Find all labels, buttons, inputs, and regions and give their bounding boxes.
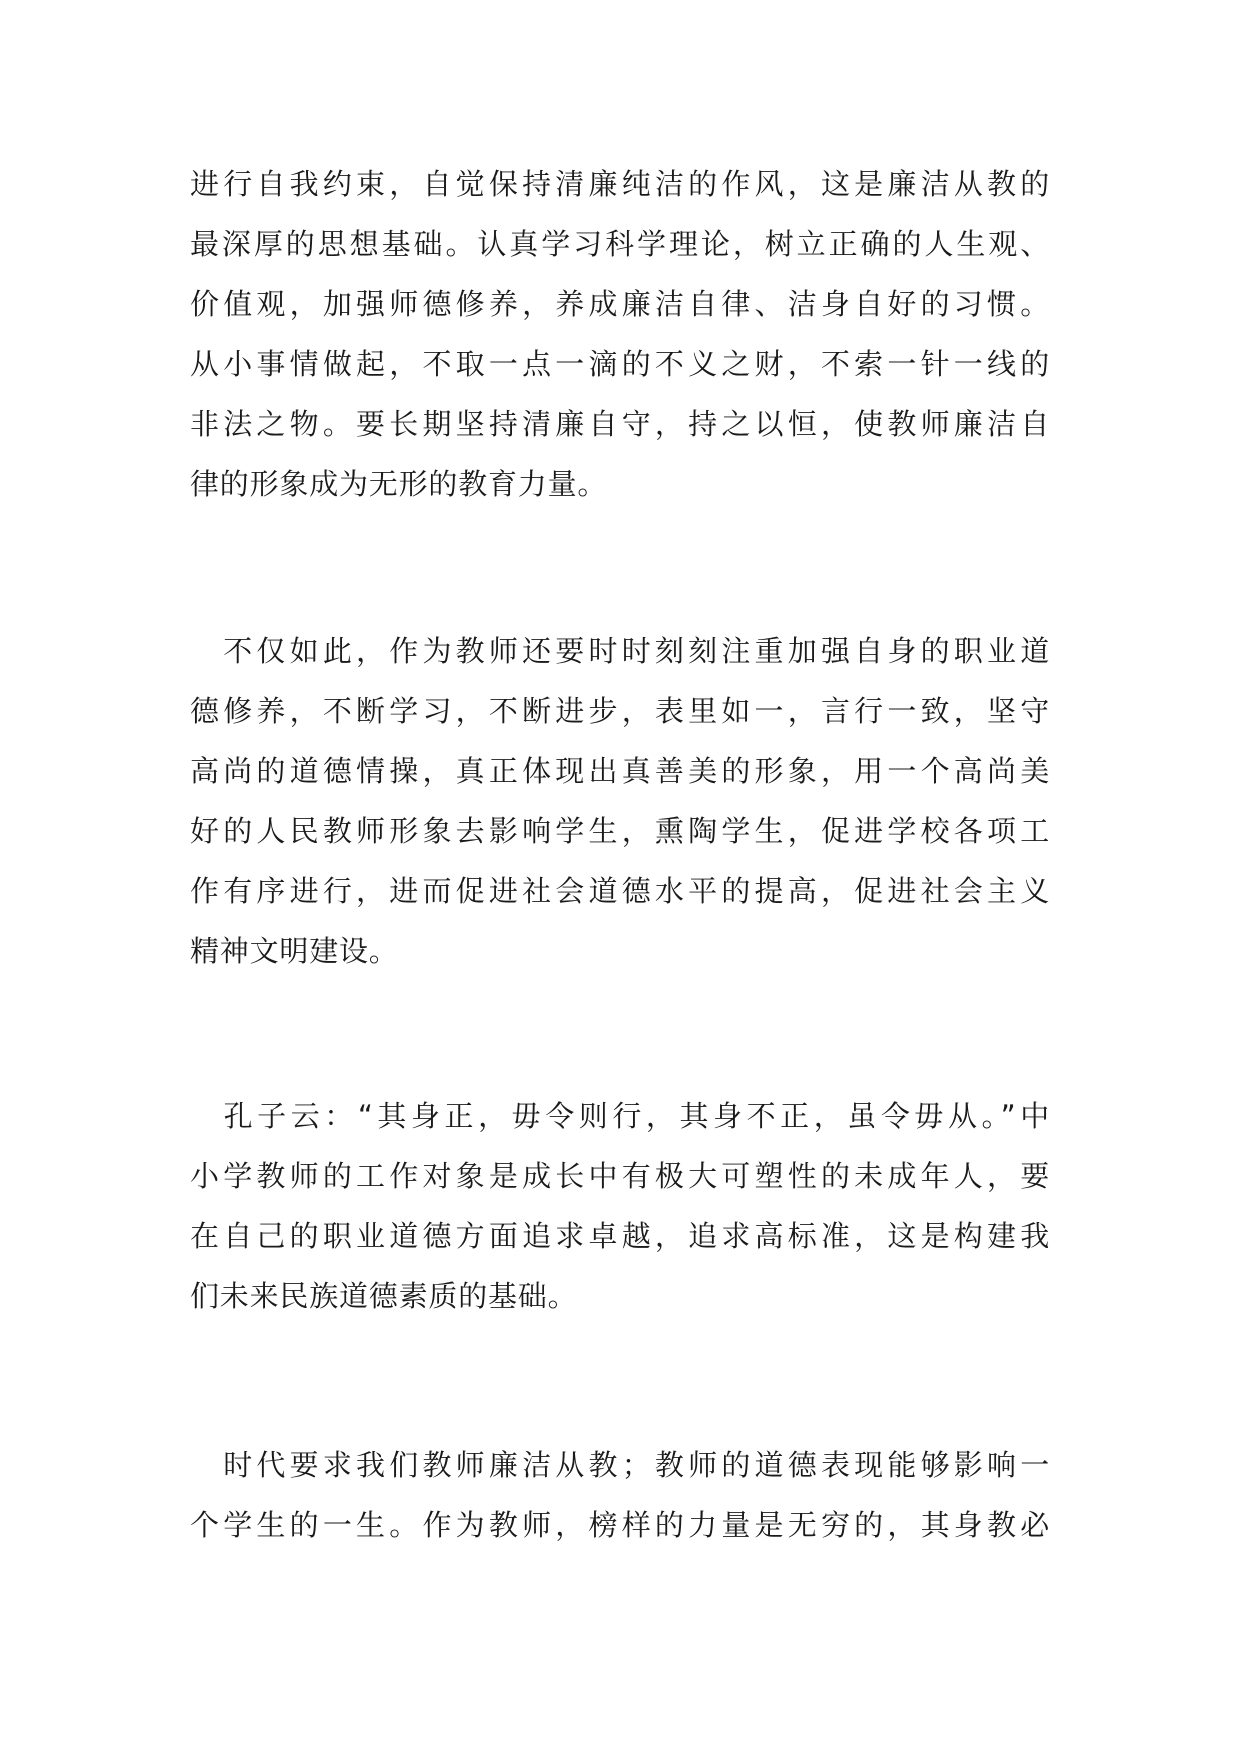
paragraph-line: 价值观，加强师德修养，养成廉洁自律、洁身自好的习惯。 xyxy=(190,287,1050,321)
paragraph-line: 从小事情做起，不取一点一滴的不义之财，不索一针一线的 xyxy=(190,347,1050,381)
paragraph-4 xyxy=(190,1435,1050,1555)
paragraph-3 xyxy=(190,1086,1050,1326)
paragraph-line: 高尚的道德情操，真正体现出真善美的形象，用一个高尚美 xyxy=(190,754,1050,788)
paragraph-2 xyxy=(190,621,1050,981)
paragraph-line: 不仅如此，作为教师还要时时刻刻注重加强自身的职业道 xyxy=(190,634,1050,668)
paragraph-line: 孔子云：“其身正，毋令则行，其身不正，虽令毋从。”中 xyxy=(190,1099,1050,1133)
paragraph-line: 德修养，不断学习，不断进步，表里如一，言行一致，坚守 xyxy=(190,694,1050,728)
paragraph-1 xyxy=(190,154,1050,514)
paragraph-line: 个学生的一生。作为教师，榜样的力量是无穷的，其身教必 xyxy=(190,1508,1050,1542)
paragraph-line: 在自己的职业道德方面追求卓越，追求高标准，这是构建我 xyxy=(190,1219,1050,1253)
paragraph-line: 律的形象成为无形的教育力量。 xyxy=(190,467,608,501)
paragraph-line: 好的人民教师形象去影响学生，熏陶学生，促进学校各项工 xyxy=(190,814,1050,848)
paragraph-line: 最深厚的思想基础。认真学习科学理论，树立正确的人生观、 xyxy=(190,227,1050,261)
paragraph-line: 精神文明建设。 xyxy=(190,934,399,968)
paragraph-line: 小学教师的工作对象是成长中有极大可塑性的未成年人，要 xyxy=(190,1159,1050,1193)
paragraph-line: 作有序进行，进而促进社会道德水平的提高，促进社会主义 xyxy=(190,874,1050,908)
paragraph-line: 们未来民族道德素质的基础。 xyxy=(190,1279,578,1313)
paragraph-line: 时代要求我们教师廉洁从教；教师的道德表现能够影响一 xyxy=(190,1448,1050,1482)
paragraph-line: 非法之物。要长期坚持清廉自守，持之以恒，使教师廉洁自 xyxy=(190,407,1050,441)
paragraph-line: 进行自我约束，自觉保持清廉纯洁的作风，这是廉洁从教的 xyxy=(190,167,1050,201)
